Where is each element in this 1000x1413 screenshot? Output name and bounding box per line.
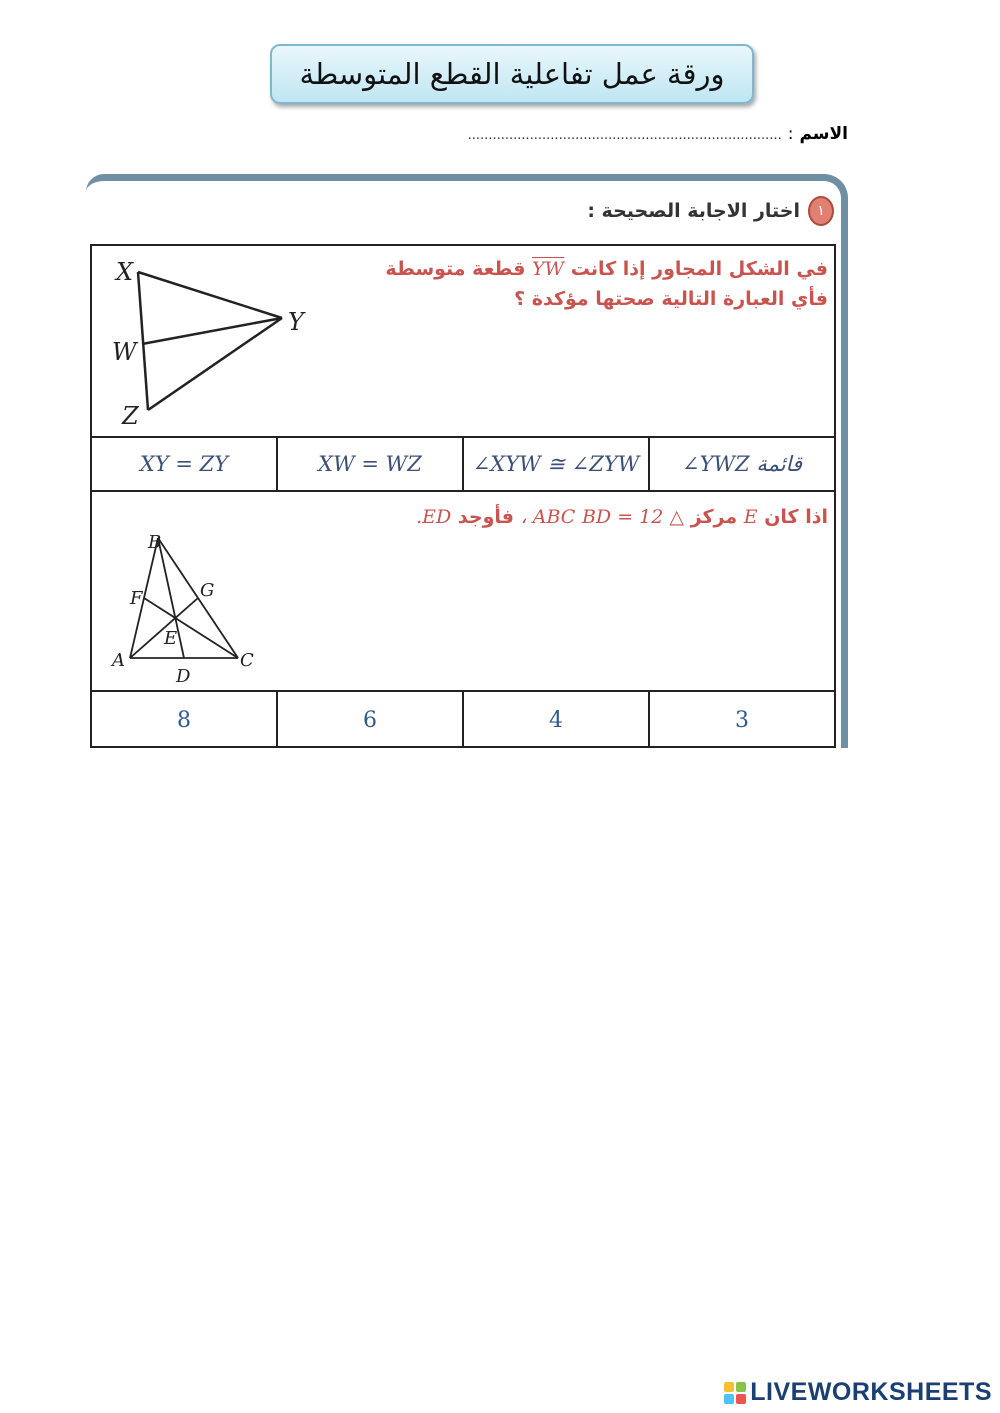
logo-square-3 bbox=[724, 1394, 734, 1404]
question-2-target: ED. bbox=[416, 506, 452, 528]
segment-xy bbox=[138, 272, 282, 318]
section-title: اختار الاجابة الصحيحة : bbox=[587, 200, 800, 222]
label-a: A bbox=[112, 650, 125, 671]
liveworksheets-brand bbox=[724, 1378, 992, 1407]
name-field-row bbox=[468, 124, 848, 144]
label-d: D bbox=[176, 666, 191, 687]
question-1-options bbox=[92, 438, 834, 492]
section-number-badge: ١ bbox=[808, 196, 834, 226]
question-1-text bbox=[358, 254, 828, 314]
liveworksheets-name: LIVEWORKSHEETS bbox=[750, 1378, 992, 1406]
question-2-given: BD = 12 ، bbox=[520, 506, 664, 528]
question-1-text-part1: في الشكل المجاور إذا كانت bbox=[570, 258, 828, 280]
q1-option-angles-congruent[interactable]: ∠XYW ≅ ∠ZYW bbox=[464, 438, 650, 490]
label-g: G bbox=[200, 580, 215, 601]
name-label: الاسم bbox=[799, 124, 848, 144]
logo-square-2 bbox=[736, 1382, 746, 1392]
label-b: B bbox=[148, 532, 162, 553]
q2-option-6[interactable]: 6 bbox=[278, 692, 464, 748]
question-1-text-part2: قطعة متوسطة فأي العبارة التالية صحتها مؤكدة ؟ bbox=[385, 258, 828, 310]
name-separator: : bbox=[787, 124, 794, 144]
label-x: X bbox=[116, 258, 134, 286]
question-2-options bbox=[92, 692, 834, 748]
question-2-text-part3: فأوجد bbox=[457, 506, 514, 528]
logo-square-1 bbox=[724, 1382, 734, 1392]
liveworksheets-logo-icon bbox=[724, 1382, 746, 1404]
questions-table bbox=[90, 244, 836, 748]
segment-yz bbox=[148, 318, 282, 410]
question-2-point: E bbox=[743, 506, 758, 528]
q1-option-xw-wz[interactable]: XW = WZ bbox=[278, 438, 464, 490]
name-input-line[interactable]: ............................................................................ bbox=[467, 128, 782, 143]
q1-option-xy-zy[interactable]: XY = ZY bbox=[92, 438, 278, 490]
triangle-abc-lines bbox=[130, 538, 238, 658]
label-w: W bbox=[112, 338, 137, 366]
median-cf bbox=[144, 598, 238, 658]
triangle-xyz-lines bbox=[138, 272, 282, 410]
question-2-triangle: △ ABC bbox=[532, 506, 684, 528]
label-c: C bbox=[240, 650, 254, 671]
question-2-row bbox=[92, 492, 834, 692]
q2-option-4[interactable]: 4 bbox=[464, 692, 650, 748]
question-2-text-part1: اذا كان bbox=[764, 506, 828, 528]
triangle-xyz-figure bbox=[98, 248, 328, 436]
section-header bbox=[587, 196, 834, 226]
label-f: F bbox=[130, 588, 143, 609]
label-e: E bbox=[164, 628, 178, 649]
question-2-text bbox=[348, 502, 828, 532]
triangle-abc-figure bbox=[106, 494, 306, 690]
worksheet-title: ورقة عمل تفاعلية القطع المتوسطة bbox=[270, 44, 754, 104]
question-1-row bbox=[92, 246, 834, 438]
question-2-text-part2: مركز bbox=[690, 506, 738, 528]
q2-option-8[interactable]: 8 bbox=[92, 692, 278, 748]
q1-option-right-angle[interactable]: ∠YWZ قائمة bbox=[682, 452, 802, 476]
label-y: Y bbox=[288, 308, 304, 336]
logo-square-4 bbox=[736, 1394, 746, 1404]
question-1-segment: YW bbox=[532, 258, 565, 280]
q2-option-3[interactable]: 3 bbox=[735, 707, 749, 733]
segment-xz bbox=[138, 272, 148, 410]
label-z: Z bbox=[122, 402, 139, 430]
